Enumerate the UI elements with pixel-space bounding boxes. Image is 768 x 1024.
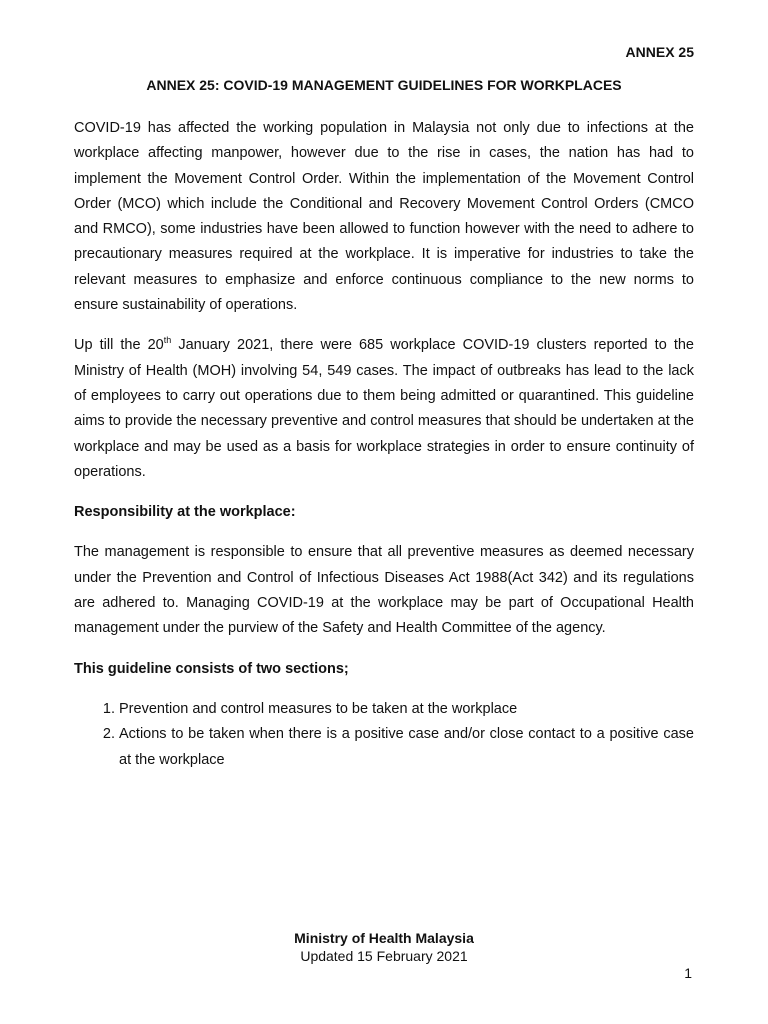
list-item: 1. Prevention and control measures to be taken at the workplace — [119, 697, 694, 722]
paragraph-responsibility: The management is responsible to ensure that all preventive measures as deemed necessary under the Prevention and Control of Infectious Diseases Act 1988(Act 342) and its regulations are adhered to. Managing COVID-19 at the workplace may be part of Occupational Health management under the purview of the Safety and Health Committee of the agency. — [74, 544, 694, 637]
annex-tag: ANNEX 25 — [625, 44, 694, 60]
paragraph-clusters-rest: January 2021, there were 685 workplace COVID-19 clusters reported to the Ministry of Health (MOH) involving 54, 549 cases. The impact of outbreaks has lead to the lack of employees to carry out operations due to them being admitted or quarantined. This guideline aims to provide the necessary preventive and control measures that should be undertaken at the workplace and may be used as a basis for workplace strategies in order to ensure continuity of operations. — [74, 337, 694, 480]
document-title: ANNEX 25: COVID-19 MANAGEMENT GUIDELINES FOR WORKPLACES — [146, 77, 622, 93]
document-body — [74, 116, 694, 773]
ordinal-suffix: th — [163, 335, 172, 346]
footer-updated-date: Updated 15 February 2021 — [300, 948, 468, 964]
paragraph-clusters — [74, 333, 694, 485]
heading-responsibility: Responsibility at the workplace: — [74, 504, 296, 521]
footer-organization: Ministry of Health Malaysia — [294, 930, 474, 946]
paragraph-clusters-start: Up till the 20 — [74, 337, 164, 354]
sections-list — [74, 697, 694, 773]
heading-sections: This guideline consists of two sections; — [74, 660, 349, 677]
list-item: 2. Actions to be taken when there is a positive case and/or close contact to a positive case at the workplace — [119, 722, 694, 773]
page-number: 1 — [684, 965, 692, 981]
paragraph-intro: COVID-19 has affected the working population in Malaysia not only due to infections at the workplace affecting manpower, however due to the rise in cases, the nation has had to implement the Movement Control Order. Within the implementation of the Movement Control Order (MCO) which include the Conditional and Recovery Movement Control Orders (CMCO and RMCO), some industries have been allowed to function however with the need to adhere to precautionary measures required at the workplace. It is imperative for industries to take the relevant measures to emphasize and enforce continuous compliance to the new norms to ensure sustainability of operations. — [74, 120, 694, 314]
